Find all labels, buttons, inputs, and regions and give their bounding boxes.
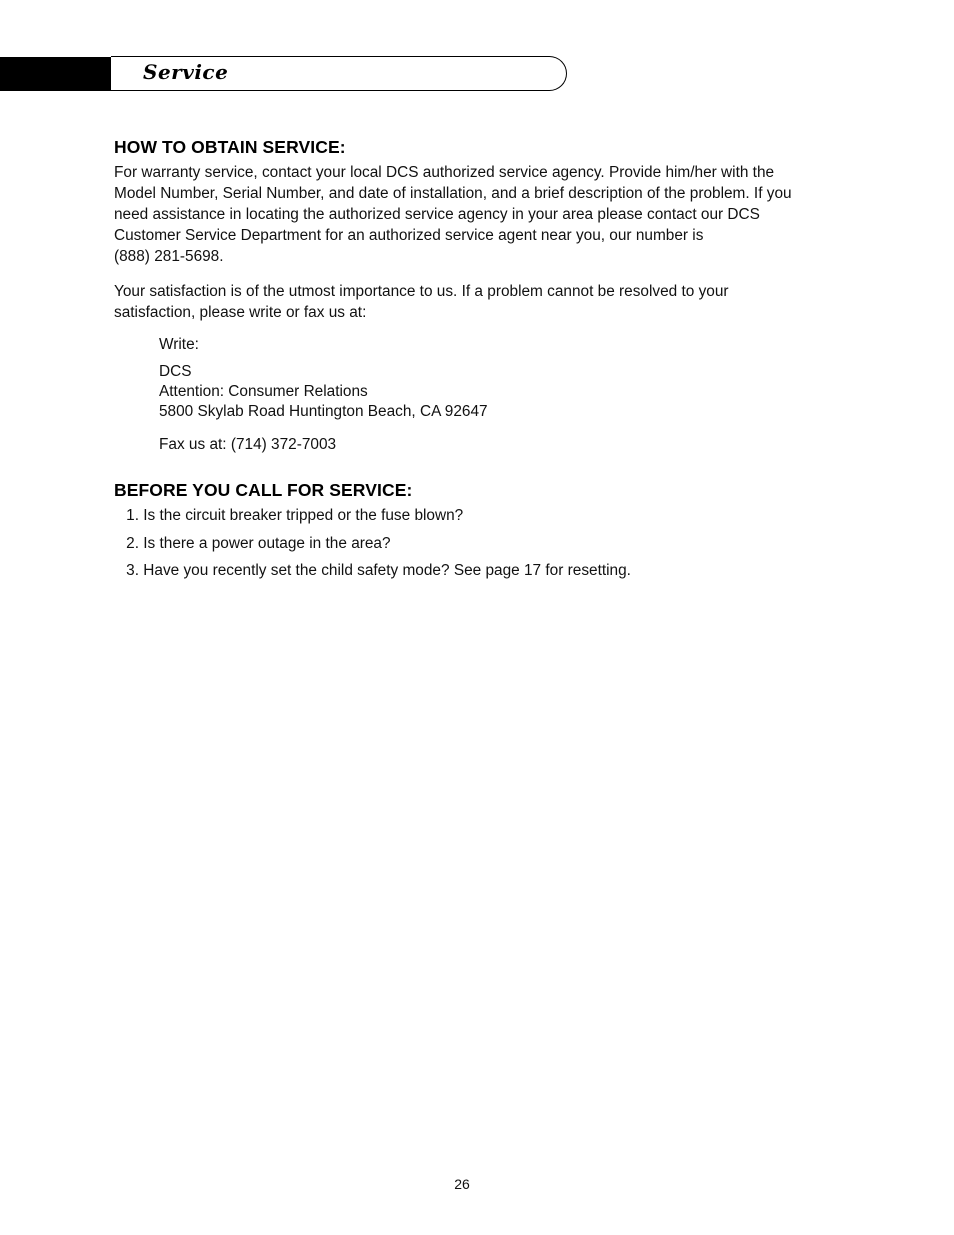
list-item	[114, 505, 820, 526]
mailing-address	[159, 362, 820, 422]
page-content	[114, 137, 820, 588]
list-item-number: 1.	[126, 507, 139, 524]
list-item-number: 3.	[126, 562, 139, 579]
paragraph-line: Your satisfaction is of the utmost importance to us. If a problem cannot be resolved to your	[114, 283, 729, 300]
phone-number: (888) 281-5698.	[114, 248, 224, 265]
paragraph-line: Customer Service Department for an authorized service agent near you, our number is	[114, 227, 704, 244]
service-paragraph	[114, 162, 820, 267]
section-heading-before-call: BEFORE YOU CALL FOR SERVICE:	[114, 480, 413, 500]
header-title: Service	[143, 60, 229, 84]
list-item-text: Is there a power outage in the area?	[143, 534, 391, 552]
address-attention: Attention: Consumer Relations	[159, 383, 368, 400]
fax-number: Fax us at: (714) 372-7003	[159, 436, 337, 453]
paragraph-line: need assistance in locating the authorized service agency in your area please contact our DCS	[114, 206, 760, 223]
header-black-bar	[0, 57, 114, 91]
address-street: 5800 Skylab Road Huntington Beach, CA 92647	[159, 403, 488, 420]
list-item	[114, 560, 820, 581]
list-item-text: Have you recently set the child safety mode? See page 17 for resetting.	[143, 562, 631, 579]
paragraph-line: Model Number, Serial Number, and date of installation, and a brief description of the problem. If you	[114, 185, 792, 202]
section-heading-obtain-service: HOW TO OBTAIN SERVICE:	[114, 137, 346, 157]
checklist	[114, 505, 820, 581]
address-company: DCS	[159, 363, 192, 380]
paragraph-line: For warranty service, contact your local DCS authorized service agency. Provide him/her with the	[114, 164, 775, 181]
list-item	[114, 533, 820, 554]
list-item-text: Is the circuit breaker tripped or the fuse blown?	[143, 507, 464, 524]
paragraph-line: satisfaction, please write or fax us at:	[114, 304, 367, 321]
satisfaction-paragraph	[114, 281, 820, 323]
list-item-number: 2.	[126, 534, 139, 552]
page-number: 26	[454, 1176, 470, 1192]
write-label: Write:	[159, 336, 199, 353]
